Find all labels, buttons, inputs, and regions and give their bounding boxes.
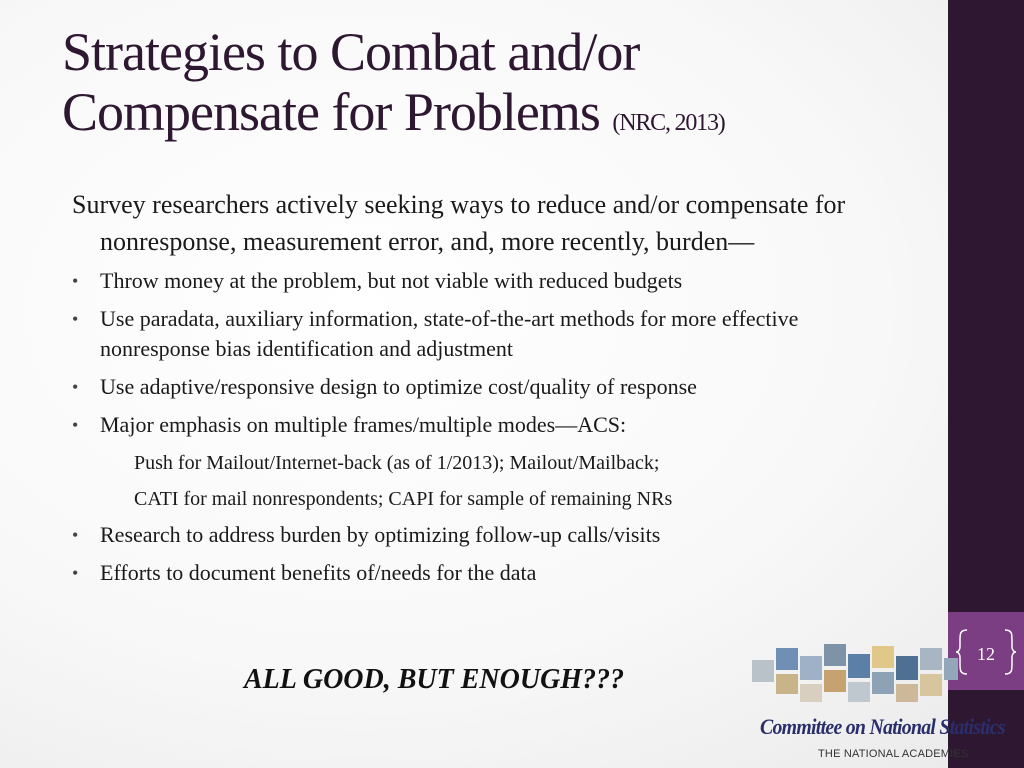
bullet-dot-icon: • [72, 271, 79, 291]
bullet-list [72, 266, 892, 588]
logo-subtitle: THE NATIONAL ACADEMIES [818, 748, 969, 760]
sub-line: Push for Mailout/Internet-back (as of 1/2013); Mailout/Mailback; [134, 452, 660, 474]
bullet-dot-icon: • [72, 415, 79, 435]
title-citation: (NRC, 2013) [612, 110, 725, 136]
bullet-item [72, 558, 892, 588]
bullet-item [72, 410, 892, 440]
photo-mosaic-icon [750, 642, 960, 712]
bullet-text: Use paradata, auxiliary information, state-of-the-art methods for more effective nonresponse bias identification and adjustment [100, 306, 799, 361]
bullet-text: Efforts to document benefits of/needs for the data [100, 560, 537, 585]
logo-wordmark: Committee on National Statistics [760, 714, 1005, 739]
bullet-text: Research to address burden by optimizing follow-up calls/visits [100, 522, 661, 547]
bullet-item [72, 520, 892, 550]
page-number: 12 [977, 644, 995, 664]
bullet-dot-icon: • [72, 377, 79, 397]
cnstat-logo [750, 642, 1020, 766]
title-line-2: Compensate for Problems [62, 82, 600, 142]
emphasis-callout: ALL GOOD, BUT ENOUGH??? [244, 664, 625, 695]
bullet-text: Use adaptive/responsive design to optimize cost/quality of response [100, 374, 697, 399]
slide-title [62, 22, 922, 153]
slide-body [72, 186, 892, 596]
bullet-item [72, 304, 892, 364]
bullet-dot-icon: • [72, 525, 79, 545]
sub-line: CATI for mail nonrespondents; CAPI for sample of remaining NRs [134, 488, 673, 510]
title-line-1: Strategies to Combat and/or [62, 22, 640, 82]
bullet-item [72, 372, 892, 402]
intro-paragraph: Survey researchers actively seeking ways to reduce and/or compensate for nonresponse, measurement error, and, more recently, burden— [72, 190, 846, 256]
bullet-text: Major emphasis on multiple frames/multiple modes—ACS: [100, 412, 627, 437]
bullet-dot-icon: • [72, 563, 79, 583]
bullet-item [72, 266, 892, 296]
bullet-dot-icon: • [72, 309, 79, 329]
bullet-text: Throw money at the problem, but not viable with reduced budgets [100, 268, 683, 293]
